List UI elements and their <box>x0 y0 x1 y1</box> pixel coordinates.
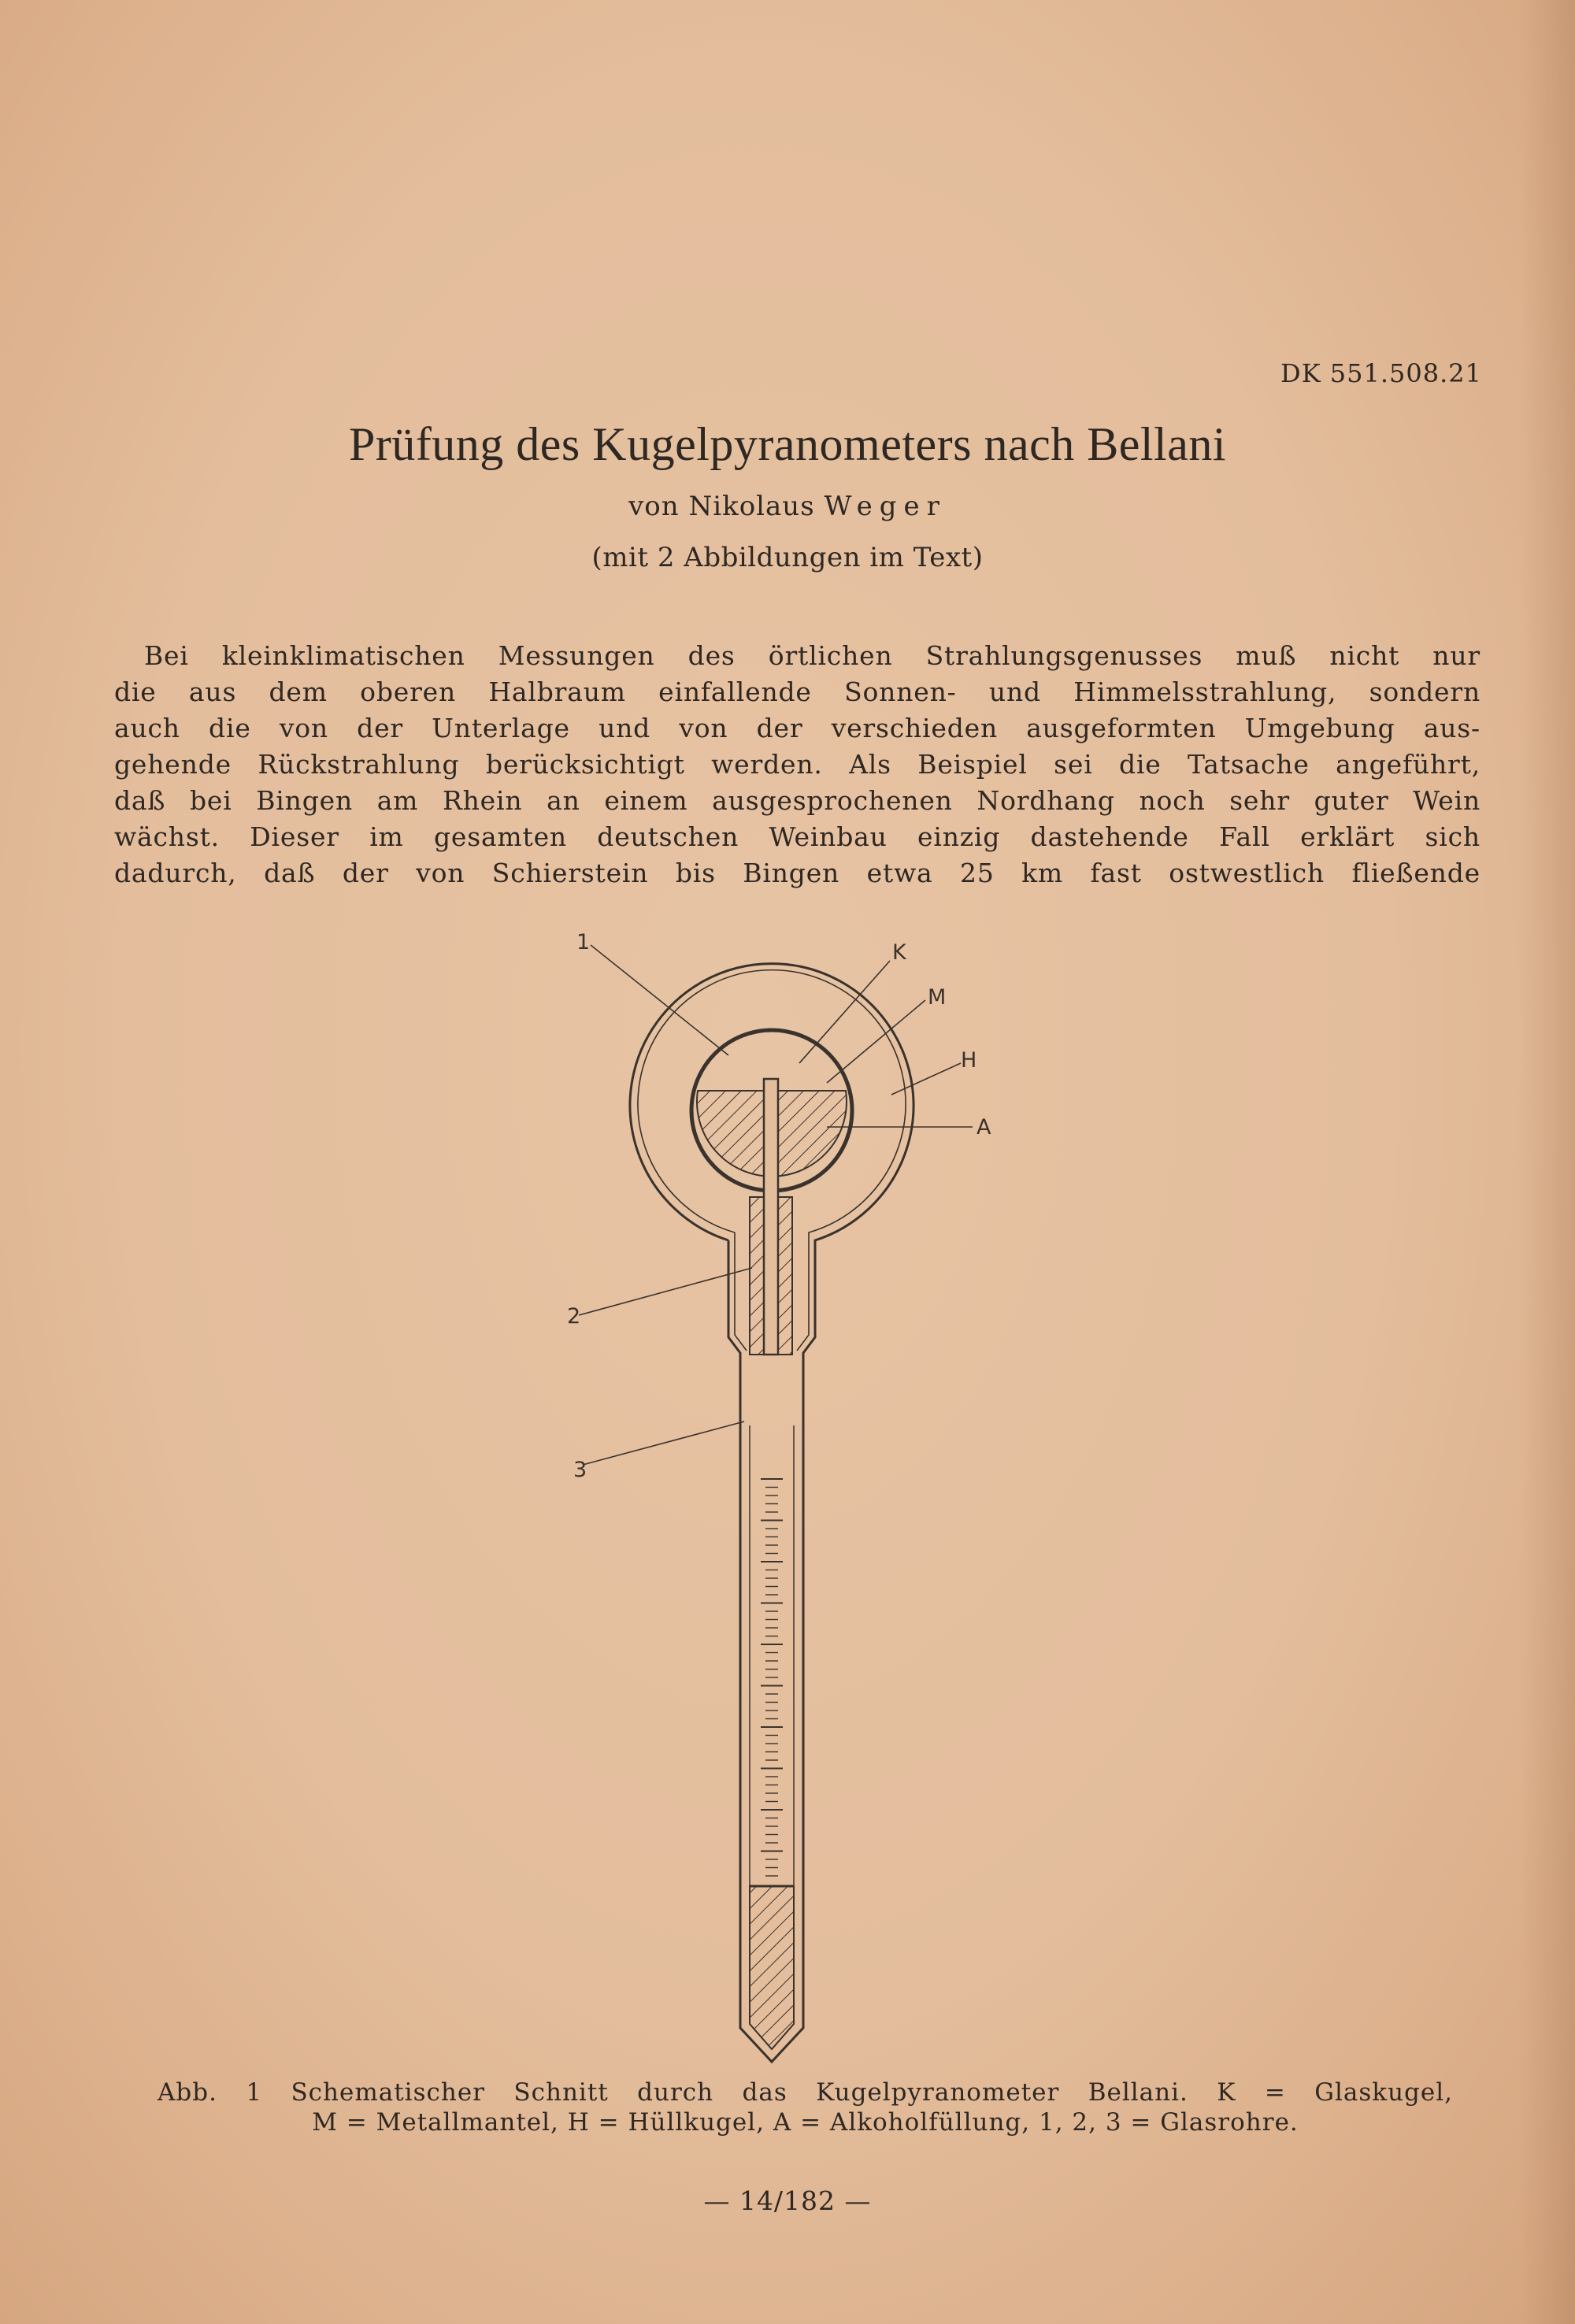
body-line: Bei kleinklimatischen Messungen des örtlichen Strahlungsgenusses muß nicht nur <box>144 640 1480 671</box>
author-line <box>0 491 1575 522</box>
label-k: K <box>892 940 906 965</box>
author-surname: Weger <box>824 491 947 522</box>
figure-caption <box>158 2078 1453 2137</box>
body-line: daß bei Bingen am Rhein an einem ausgesprochenen Nordhang noch sehr guter Wein <box>114 785 1480 816</box>
body-line: wächst. Dieser im gesamten deutschen Weinbau einzig dastehende Fall erklärt sich <box>114 821 1480 852</box>
leader-tube1 <box>591 945 728 1055</box>
leader-tube2 <box>579 1268 752 1315</box>
page-number: — 14/182 — <box>703 2185 872 2216</box>
leader-tube3 <box>583 1421 744 1465</box>
caption-line-2: M = Metallmantel, H = Hüllkugel, A = Alkoholfüllung, 1, 2, 3 = Glasrohre. <box>312 2108 1299 2137</box>
article-title: Prüfung des Kugelpyranometers nach Bellani <box>348 418 1227 470</box>
label-tube-1: 1 <box>576 930 591 954</box>
label-tube-3: 3 <box>573 1458 587 1482</box>
caption-line-1: Abb. 1 Schematischer Schnitt durch das Kugelpyranometer Bellani. K = Glaskugel, <box>158 2078 1453 2107</box>
inner-tube-1 <box>764 1079 778 1355</box>
body-line: die aus dem oberen Halbraum einfallende Sonnen- und Himmelsstrahlung, sondern <box>114 676 1480 707</box>
dk-reference: DK 551.508.21 <box>1280 358 1482 388</box>
body-line: gehende Rückstrahlung berücksichtigt werden. Als Beispiel sei die Tatsache angeführt, <box>114 749 1480 780</box>
label-tube-2: 2 <box>567 1304 581 1329</box>
body-line: auch die von der Unterlage und von der verschieden ausgeformten Umgebung aus- <box>114 713 1480 743</box>
figures-note: (mit 2 Abbildungen im Text) <box>591 542 984 573</box>
alcohol-column <box>750 1886 794 2049</box>
envelope-bulb-inner-left <box>735 1232 747 1351</box>
label-m: M <box>928 985 947 1010</box>
tube-2-sleeve-right <box>778 1197 792 1355</box>
body-paragraph <box>114 638 1480 891</box>
author-prefix: von Nikolaus <box>628 491 815 522</box>
leader-h <box>891 1063 961 1095</box>
leader-m <box>827 1000 925 1083</box>
figure-pyranometer <box>567 921 1071 2071</box>
scale-ticks <box>761 1479 783 1876</box>
label-h: H <box>961 1048 977 1073</box>
body-line: dadurch, daß der von Schierstein bis Bingen etwa 25 km fast ostwestlich fließende <box>114 858 1480 888</box>
page-edge-shadow <box>1520 0 1575 2324</box>
pyranometer-diagram <box>567 921 1071 2071</box>
label-a: A <box>976 1115 991 1140</box>
tube-2-sleeve-left <box>750 1197 764 1355</box>
